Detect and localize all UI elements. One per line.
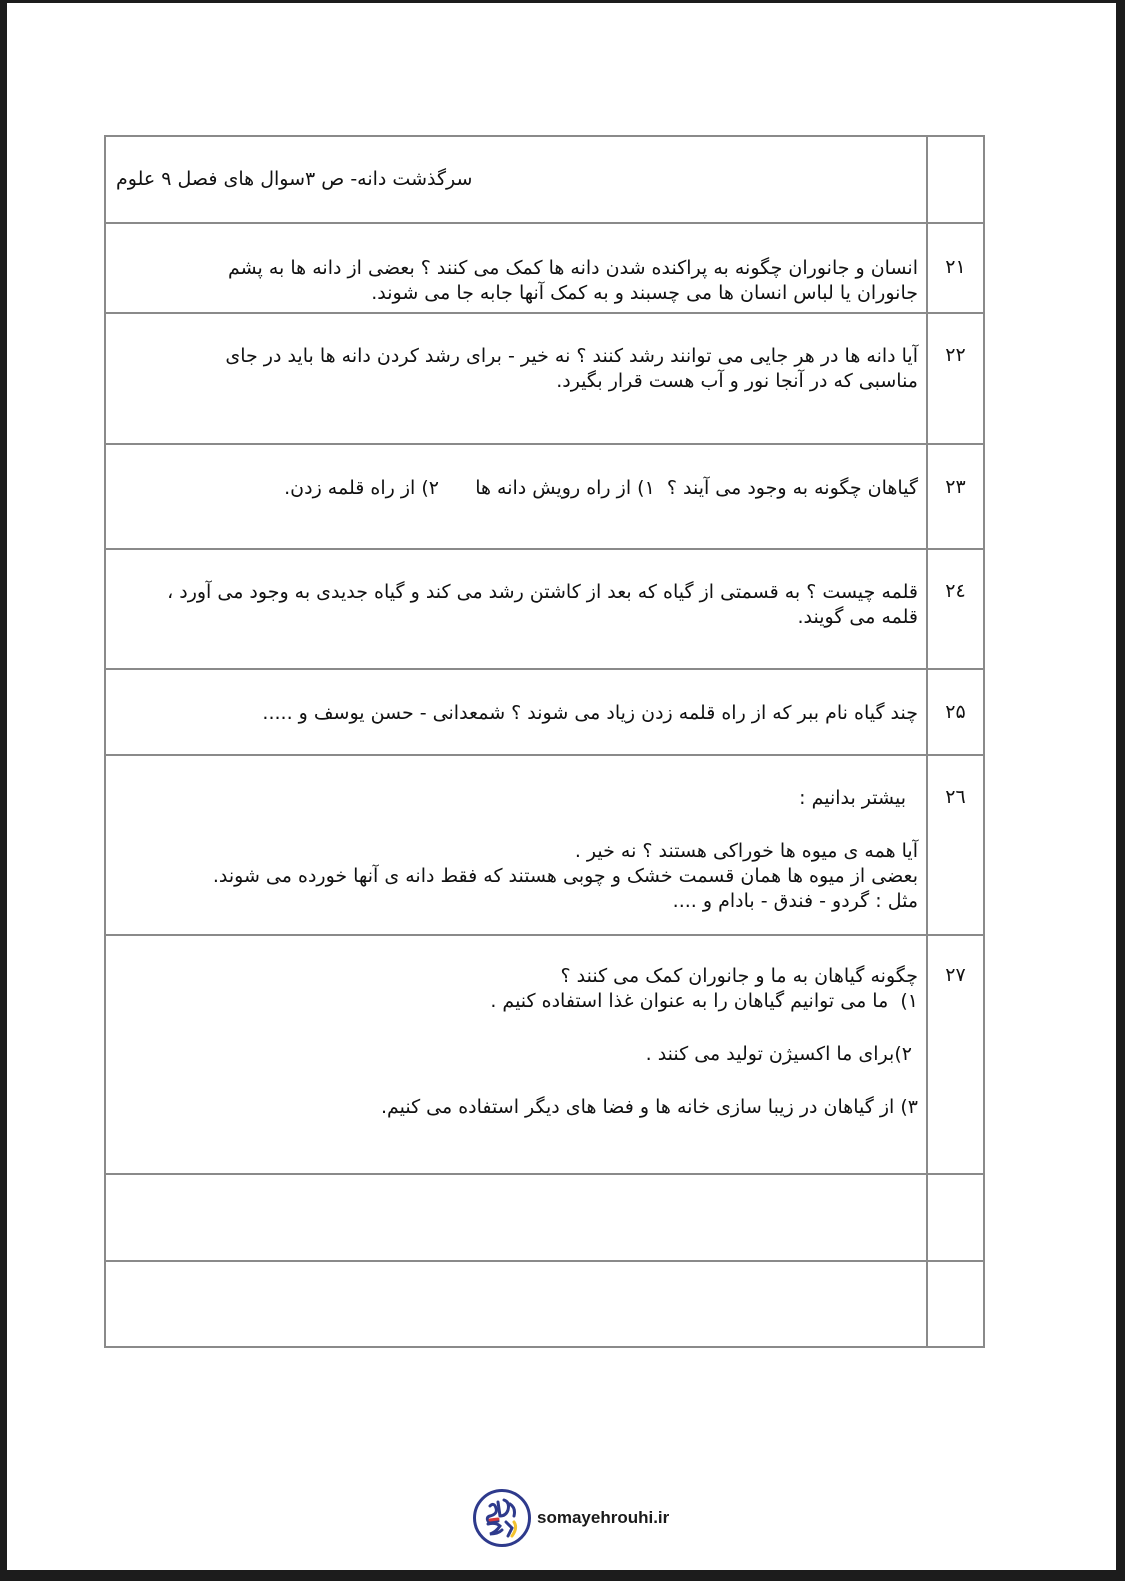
text-line: بعضی از میوه ها همان قسمت خشک و چوبی هستند که فقط دانه ی آنها خورده می شوند. [212,865,918,887]
text-line: مناسبی که در آنجا نور و آب هست قرار بگیرد. [556,370,918,392]
question-number: ۲۷ [926,936,983,1173]
table-header-row [106,137,983,224]
header-cell [106,137,926,222]
text-line: جانوران یا لباس انسان ها می چسبند و به کمک آنها جابه جا می شوند. [371,282,918,304]
page-title: سوال های فصل ۹ علوم [116,168,306,190]
question-text [106,445,926,548]
question-number: ۲۵ [926,670,983,754]
text-line: انسان و جانوران چگونه به پراکنده شدن دانه ها کمک می کنند ؟ بعضی از دانه ها به پشم [227,257,918,279]
question-number: ۲۲ [926,314,983,443]
number-cell-empty [926,137,983,222]
text-line: ۳) از گیاهان در زیبا سازی خانه ها و فضا های دیگر استفاده می کنیم. [380,1096,918,1118]
question-text [106,224,926,312]
number-cell-empty [926,1175,983,1260]
table-row [106,550,983,670]
empty-cell [106,1175,926,1260]
table-row [106,224,983,314]
question-text [106,756,926,934]
empty-row [106,1175,983,1262]
text-line: چگونه گیاهان به ما و جانوران کمک می کنند ؟ [560,965,918,987]
table-row [106,756,983,936]
page-subtitle: سرگذشت دانه- ص ۳ [305,168,473,190]
question-number: ۲٦ [926,756,983,934]
question-text [106,550,926,668]
spacer [116,1014,918,1042]
question-text [106,670,926,754]
section-heading: بیشتر بدانیم : [799,787,906,809]
question-number: ۲۳ [926,445,983,548]
question-text [106,936,926,1173]
number-cell-empty [926,1262,983,1346]
footer [473,1489,669,1547]
question-number: ۲٤ [926,550,983,668]
empty-row [106,1262,983,1346]
question-table [104,135,985,1348]
website-link[interactable]: somayehrouhi.ir [537,1508,670,1527]
table-row [106,445,983,550]
empty-cell [106,1262,926,1346]
table-row [106,936,983,1175]
table-row [106,670,983,756]
site-logo-icon [473,1489,531,1547]
text-line: ۱) ما می توانیم گیاهان را به عنوان غذا استفاده کنیم . [490,990,918,1012]
document-page [7,3,1116,1570]
text-line: قلمه چیست ؟ به قسمتی از گیاه که بعد از کاشتن رشد می کند و گیاه جدیدی به وجود می آورد ، [167,581,918,603]
spacer [116,1067,918,1095]
text-line: چند گیاه نام ببر که از راه قلمه زدن زیاد می شوند ؟ شمعدانی - حسن یوسف و ..... [262,702,918,724]
table-row [106,314,983,445]
text-line: قلمه می گویند. [797,606,918,628]
question-text [106,314,926,443]
text-line: مثل : گردو - فندق - بادام و .... [672,890,918,912]
spacer [116,811,918,839]
text-line: ۲)برای ما اکسیژن تولید می کنند . [645,1043,918,1065]
text-line: آیا دانه ها در هر جایی می توانند رشد کنند ؟ نه خیر - برای رشد کردن دانه ها باید در جای [225,345,918,367]
text-line: آیا همه ی میوه ها خوراکی هستند ؟ نه خیر . [574,840,918,862]
text-line: گیاهان چگونه به وجود می آیند ؟ ۱) از راه رویش دانه ها ۲) از راه قلمه زدن. [284,477,918,499]
question-number: ۲۱ [926,224,983,312]
